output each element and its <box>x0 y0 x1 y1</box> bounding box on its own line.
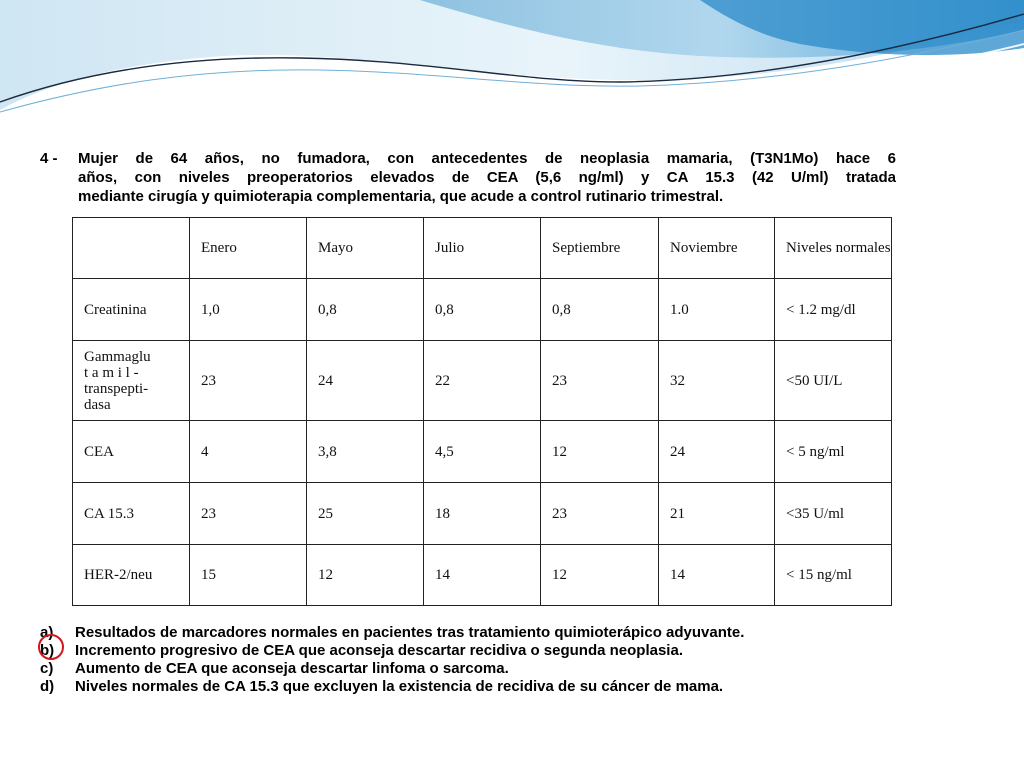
table-cell: 14 <box>424 545 541 606</box>
row-label: CA 15.3 <box>73 483 190 545</box>
question-text <box>78 149 896 206</box>
table-cell: 23 <box>541 483 659 545</box>
table-cell: 25 <box>307 483 424 545</box>
question-card <box>36 147 904 707</box>
answer-text: Niveles normales de CA 15.3 que excluyen la existencia de recidiva de su cáncer de mama. <box>75 678 724 695</box>
header-wave-decoration <box>0 0 1024 120</box>
row-label-line: Gammaglu <box>84 348 151 365</box>
answer-option-a[interactable] <box>40 624 900 642</box>
table-cell: 12 <box>541 421 659 483</box>
normal-range-cell: <50 UI/L <box>775 341 892 421</box>
table-cell: 22 <box>424 341 541 421</box>
table-cell: 0,8 <box>541 279 659 341</box>
table-row <box>73 279 892 341</box>
answer-option-d[interactable] <box>40 678 900 696</box>
table-header-cell: Enero <box>190 218 307 279</box>
table-header-cell <box>73 218 190 279</box>
table-cell: 0,8 <box>307 279 424 341</box>
table-header-cell: Noviembre <box>659 218 775 279</box>
table-row <box>73 421 892 483</box>
row-label-line: transpepti- <box>84 380 149 397</box>
normal-range-cell: < 5 ng/ml <box>775 421 892 483</box>
answer-letter: b) <box>40 642 55 659</box>
answer-text: Aumento de CEA que aconseja descartar linfoma o sarcoma. <box>75 660 509 677</box>
table-cell: 4,5 <box>424 421 541 483</box>
table-cell: 15 <box>190 545 307 606</box>
table-header-cell: Septiembre <box>541 218 659 279</box>
table-header-row <box>73 218 892 279</box>
table-cell: 14 <box>659 545 775 606</box>
row-label-line: dasa <box>84 396 111 413</box>
table-cell: 1,0 <box>190 279 307 341</box>
table-row <box>73 483 892 545</box>
table-cell: 23 <box>190 341 307 421</box>
table-header-cell: Mayo <box>307 218 424 279</box>
selected-answer-circle-icon <box>38 634 64 660</box>
lab-results-table <box>72 217 892 606</box>
question-number: 4 - <box>40 150 58 167</box>
table-cell: 12 <box>541 545 659 606</box>
normal-range-cell: < 1.2 mg/dl <box>775 279 892 341</box>
answer-letter: d) <box>40 678 55 695</box>
table-row <box>73 545 892 606</box>
row-label <box>73 341 190 421</box>
question-line: Mujer de 64 años, no fumadora, con antecedentes de neoplasia mamaria, (T3N1Mo) hace 6 <box>78 150 896 167</box>
table-cell: 3,8 <box>307 421 424 483</box>
table-cell: 0,8 <box>424 279 541 341</box>
answer-option-c[interactable] <box>40 660 900 678</box>
normal-range-cell: < 15 ng/ml <box>775 545 892 606</box>
row-label: HER-2/neu <box>73 545 190 606</box>
row-label: CEA <box>73 421 190 483</box>
table-cell: 24 <box>659 421 775 483</box>
answer-options <box>40 624 900 696</box>
row-label: Creatinina <box>73 279 190 341</box>
table-cell: 12 <box>307 545 424 606</box>
table-cell: 32 <box>659 341 775 421</box>
table-cell: 21 <box>659 483 775 545</box>
table-header-cell: Niveles normales <box>775 218 892 279</box>
table-cell: 23 <box>541 341 659 421</box>
table-row <box>73 341 892 421</box>
answer-letter: c) <box>40 660 54 677</box>
table-cell: 24 <box>307 341 424 421</box>
table-cell: 4 <box>190 421 307 483</box>
table-cell: 18 <box>424 483 541 545</box>
answer-letter: a) <box>40 624 54 641</box>
answer-option-b[interactable] <box>40 642 900 660</box>
table-cell: 23 <box>190 483 307 545</box>
normal-range-cell: <35 U/ml <box>775 483 892 545</box>
question-line: mediante cirugía y quimioterapia complementaria, que acude a control rutinario trimestral. <box>78 188 724 205</box>
answer-text: Incremento progresivo de CEA que aconseja descartar recidiva o segunda neoplasia. <box>75 642 683 659</box>
table-cell: 1.0 <box>659 279 775 341</box>
answer-text: Resultados de marcadores normales en pacientes tras tratamiento quimioterápico adyuvante. <box>75 624 745 641</box>
table-header-cell: Julio <box>424 218 541 279</box>
question-line: años, con niveles preoperatorios elevados de CEA (5,6 ng/ml) y CA 15.3 (42 U/ml) tratada <box>78 169 896 186</box>
row-label-line: t a m i l - <box>84 364 139 381</box>
